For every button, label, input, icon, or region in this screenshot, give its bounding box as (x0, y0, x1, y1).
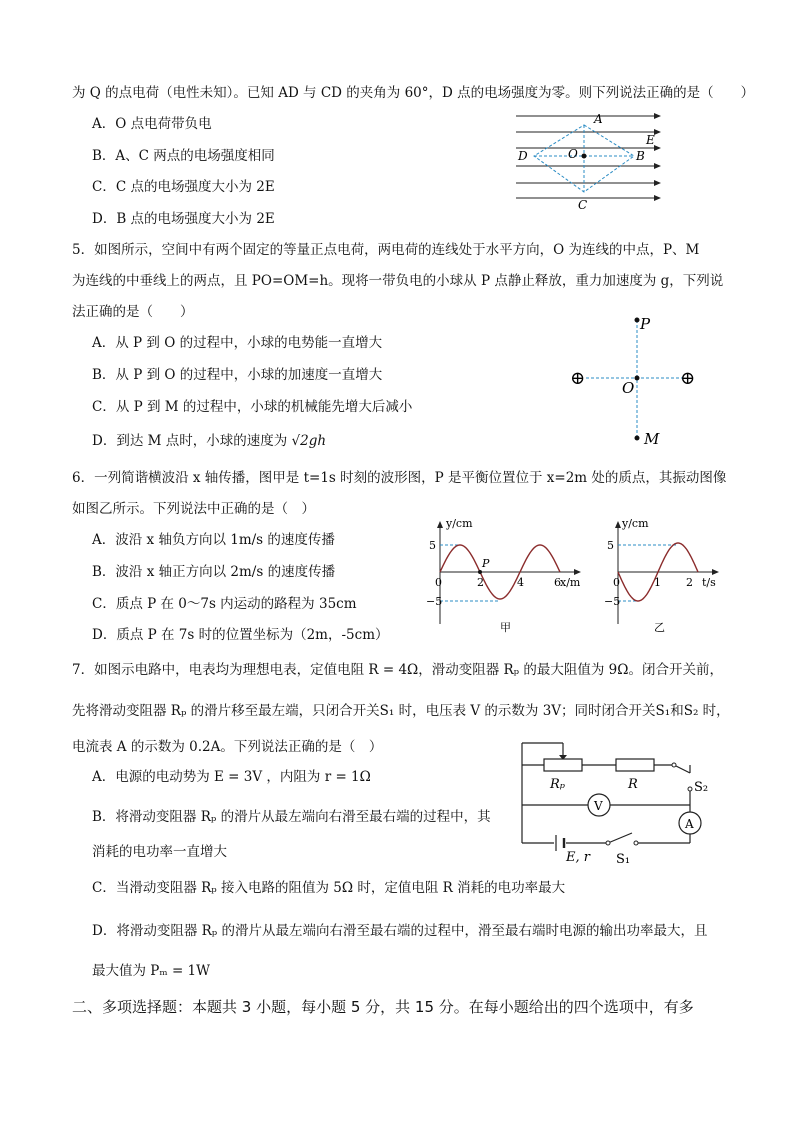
q4-stem-tail: 为 Q 的点电荷（电性未知）。已知 AD 与 CD 的夹角为 60°，D 点的电场强度为零。则下列说法正确的是（ ） (72, 85, 755, 101)
voltmeter-icon: V (594, 799, 603, 813)
q7-option-b-line2: 消耗的电功率一直增大 (92, 844, 227, 860)
q5-option-d-formula: √2gh (291, 433, 327, 449)
q5-stem-line3: 法正确的是（ ） (72, 304, 194, 320)
q5-option-a: A．从 P 到 O 的过程中，小球的电势能一直增大 (92, 335, 383, 351)
positive-charge-left-icon: ⊕ (570, 368, 586, 389)
xlabel-yi: t/s (702, 576, 716, 589)
q7-option-a: A．电源的电动势为 E = 3V ，内阻为 r = 1Ω (92, 769, 371, 785)
label-E: E (646, 133, 655, 147)
ammeter-icon: A (685, 817, 694, 831)
q5-option-d-text: D．到达 M 点时，小球的速度为 (92, 433, 288, 449)
q5-option-c: C．从 P 到 M 的过程中，小球的机械能先增大后减小 (92, 399, 413, 415)
q6-stem-line1: 6．一列简谐横波沿 x 轴传播，图甲是 t=1s 时刻的波形图，P 是平衡位置位于 x=2m 处的质点，其振动图像 (72, 470, 727, 486)
ylabel-yi: y/cm (622, 517, 649, 530)
label-B: B (636, 149, 645, 163)
q6-vibration-graph-yi (596, 514, 726, 636)
label-S1: S₁ (616, 852, 631, 867)
q4-option-a: A．O 点电荷带负电 (92, 116, 212, 132)
q7-circuit-figure (514, 733, 714, 867)
q5-charges-figure (566, 310, 706, 450)
ytick-yi-neg5: −5 (604, 595, 621, 608)
xtick-jia-0: 0 (435, 576, 442, 589)
q4-option-b: B．A、C 两点的电场强度相同 (92, 148, 275, 164)
label-Rp: Rₚ (550, 777, 565, 792)
label-R: R (628, 777, 638, 792)
xtick-jia-4: 4 (517, 576, 524, 589)
xtick-yi-1: 1 (654, 576, 661, 589)
label-O: O (568, 147, 578, 161)
q5-option-d (92, 432, 326, 450)
section-2-heading: 二、多项选择题：本题共 3 小题，每小题 5 分，共 15 分。在每小题给出的四个选项中，有多 (72, 998, 694, 1016)
positive-charge-right-icon: ⊕ (680, 368, 696, 389)
q7-option-c: C．当滑动变阻器 Rₚ 接入电路的阻值为 5Ω 时，定值电阻 R 消耗的电功率最大 (92, 880, 566, 896)
label-Er: E, r (566, 850, 590, 865)
q6-option-d: D．质点 P 在 7s 时的位置坐标为（2m，-5cm） (92, 627, 389, 643)
xtick-jia-2: 2 (477, 576, 484, 589)
q5-option-b: B．从 P 到 O 的过程中，小球的加速度一直增大 (92, 367, 383, 383)
q7-stem-line1: 7．如图示电路中，电表均为理想电表，定值电阻 R = 4Ω，滑动变阻器 Rₚ 的最大阻值为 9Ω。闭合开关前， (72, 662, 723, 678)
caption-jia: 甲 (500, 621, 511, 634)
ylabel-jia: y/cm (446, 517, 473, 530)
q5-stem-line2: 为连线的中垂线上的两点，且 PO=OM=h。现将一带负电的小球从 P 点静止释放，重力加速度为 g，下列说 (72, 273, 724, 289)
label-P: P (640, 315, 651, 333)
q7-option-b-line1: B．将滑动变阻器 Rₚ 的滑片从最左端向右滑至最右端的过程中，其 (92, 809, 491, 825)
xtick-yi-0: 0 (613, 576, 620, 589)
xtick-jia-6: 6 (554, 576, 561, 589)
q7-option-d-line2: 最大值为 Pₘ = 1W (92, 963, 211, 979)
q7-stem-line3: 电流表 A 的示数为 0.2A。下列说法正确的是（ ） (72, 739, 383, 755)
ytick-yi-5: 5 (607, 539, 614, 552)
xlabel-jia: x/m (560, 576, 581, 589)
q4-field-figure (510, 108, 670, 216)
q6-wave-graph-jia (420, 514, 590, 636)
q4-option-d: D．B 点的电场强度大小为 2E (92, 211, 275, 227)
q4-option-c: C．C 点的电场强度大小为 2E (92, 179, 275, 195)
label-M: M (644, 430, 660, 448)
label-A: A (594, 112, 603, 126)
xtick-yi-2: 2 (686, 576, 693, 589)
q7-stem-line2: 先将滑动变阻器 Rₚ 的滑片移至最左端，只闭合开关S₁ 时，电压表 V 的示数为 3V；同时闭合开关S₁和S₂ 时， (72, 703, 730, 719)
label-O: O (622, 379, 635, 397)
q6-option-b: B．波沿 x 轴正方向以 2m/s 的速度传播 (92, 564, 336, 580)
q6-stem-line2: 如图乙所示。下列说法中正确的是（ ） (72, 501, 315, 517)
q7-option-d-line1: D．将滑动变阻器 Rₚ 的滑片从最左端向右滑至最右端的过程中，滑至最右端时电源的输出功率最大，且 (92, 923, 708, 939)
ytick-jia-neg5: −5 (426, 595, 443, 608)
ytick-jia-5: 5 (429, 539, 436, 552)
q6-option-c: C．质点 P 在 0～7s 内运动的路程为 35cm (92, 596, 357, 612)
label-P: P (482, 557, 490, 570)
label-C: C (578, 198, 588, 212)
label-D: D (518, 149, 528, 163)
q5-stem-line1: 5．如图所示，空间中有两个固定的等量正点电荷，两电荷的连线处于水平方向，O 为连线的中点，P、M (72, 242, 700, 258)
label-S2: S₂ (694, 780, 709, 795)
caption-yi: 乙 (654, 621, 665, 634)
q6-option-a: A．波沿 x 轴负方向以 1m/s 的速度传播 (92, 532, 335, 548)
